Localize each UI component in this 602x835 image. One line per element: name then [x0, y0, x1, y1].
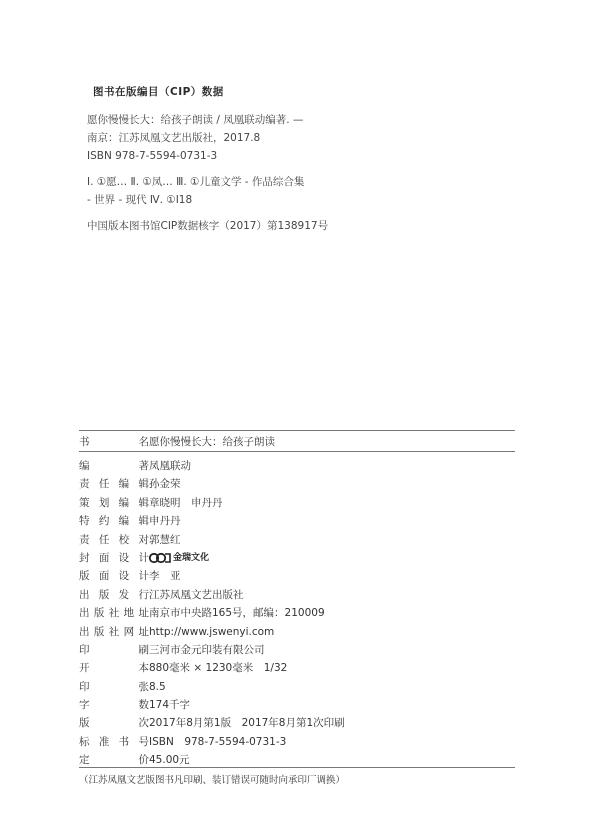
publication-info-table [79, 457, 345, 770]
info-value: 2017年8月第1版 2017年8月第1次印刷 [149, 717, 345, 730]
jinrui-culture-logo [149, 549, 209, 567]
cip-line-record-number: 中国版本图书馆CIP数据核字（2017）第138917号 [87, 220, 329, 232]
info-key: 责任编辑 [79, 478, 149, 491]
divider-title [79, 451, 515, 452]
info-key: 出版社地址 [79, 607, 149, 620]
info-key: 策划编辑 [79, 496, 149, 509]
info-value [149, 549, 209, 568]
cip-line-isbn: ISBN 978-7-5594-0731-3 [87, 150, 218, 162]
info-key: 特约编辑 [79, 515, 149, 528]
info-row-editor [79, 475, 345, 493]
info-value: 8.5 [149, 680, 166, 693]
info-key: 责任校对 [79, 533, 149, 546]
info-key: 版次 [79, 717, 149, 730]
info-value: 174千字 [149, 699, 191, 712]
info-key: 出版社网址 [79, 625, 149, 638]
info-row-planning-editor [79, 494, 345, 512]
book-title-value: 愿你慢慢长大：给孩子朗读 [149, 436, 275, 448]
cip-line-classification: Ⅰ. ①愿… Ⅱ. ①凤… Ⅲ. ①儿童文学 - 作品综合集 [87, 176, 305, 188]
info-row-layout-design [79, 567, 345, 585]
info-row-format [79, 659, 345, 677]
info-key: 字数 [79, 699, 149, 712]
info-key: 印刷 [79, 643, 149, 656]
logo-text: 金瑞文化 [173, 552, 210, 563]
info-row-publisher-address [79, 604, 345, 622]
cip-line-classification-cont: - 世界 - 现代 Ⅳ. ①I18 [87, 194, 193, 206]
info-value: 三河市金元印装有限公司 [149, 643, 265, 656]
cip-title: 图书在版编目（CIP）数据 [93, 86, 224, 98]
divider-bottom [79, 767, 515, 768]
info-row-author [79, 457, 345, 475]
info-row-contract-editor [79, 512, 345, 530]
footer-notice: （江苏凤凰文艺版图书凡印刷、装订错误可随时向承印厂调换） [79, 775, 346, 786]
info-value: 孙金荣 [149, 478, 181, 491]
info-key: 定价 [79, 754, 149, 767]
info-value: 郭慧红 [149, 533, 181, 546]
info-row-printer [79, 641, 345, 659]
jinrui-logo-icon [149, 552, 171, 564]
info-value: 南京市中央路165号，邮编：210009 [149, 607, 325, 620]
info-key: 出版发行 [79, 588, 149, 601]
info-row-sheets [79, 678, 345, 696]
info-value: 章晓明 申丹丹 [149, 496, 223, 509]
info-value: 880毫米 × 1230毫米 1/32 [149, 662, 288, 675]
info-value: 申丹丹 [149, 515, 181, 528]
info-key: 封面设计 [79, 552, 149, 565]
info-row-publisher [79, 586, 345, 604]
info-value: http://www.jswenyi.com [149, 625, 275, 638]
info-row-edition [79, 714, 345, 732]
info-key: 印张 [79, 680, 149, 693]
cip-line-title-author: 愿你慢慢长大：给孩子朗读 / 凤凰联动编著. — [87, 114, 304, 126]
book-title-row [79, 434, 275, 449]
info-key: 编著 [79, 460, 149, 472]
book-title-key: 书名 [79, 436, 149, 448]
info-row-word-count [79, 696, 345, 714]
divider-top [79, 430, 515, 431]
cip-line-publisher: 南京：江苏凤凰文艺出版社，2017.8 [87, 132, 261, 144]
info-value: 李 亚 [149, 570, 181, 583]
info-value: 凤凰联动 [149, 460, 191, 472]
info-row-proofreader [79, 531, 345, 549]
info-value: 45.00元 [149, 754, 190, 767]
info-key: 标准书号 [79, 735, 149, 748]
info-row-publisher-website [79, 623, 345, 641]
info-row-isbn [79, 733, 345, 751]
info-value: 江苏凤凰文艺出版社 [149, 588, 244, 601]
cip-data-block [87, 111, 507, 235]
info-value: ISBN 978-7-5594-0731-3 [149, 735, 287, 748]
info-row-cover-design [79, 549, 345, 567]
info-key: 版面设计 [79, 570, 149, 583]
info-key: 开本 [79, 662, 149, 675]
